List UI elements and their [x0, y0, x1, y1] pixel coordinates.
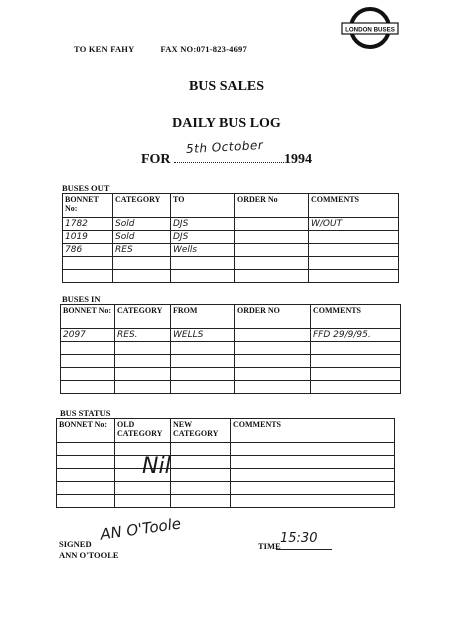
table-row: [57, 482, 395, 495]
cell: [115, 342, 171, 355]
cell: [171, 355, 235, 368]
cell: 2097: [61, 329, 115, 342]
nil-handwritten-note: Nil: [142, 454, 171, 479]
cell: [235, 368, 311, 381]
page-title: BUS SALES: [188, 79, 265, 94]
cell: [115, 355, 171, 368]
date-dotted-field: [174, 137, 284, 163]
cell: [171, 342, 235, 355]
handwritten-time: 15:30: [280, 531, 318, 546]
cell: [171, 469, 231, 482]
cell: W/OUT: [309, 218, 399, 231]
col-comments: COMMENTS: [231, 419, 395, 443]
cell: [309, 231, 399, 244]
cell: [235, 218, 309, 231]
table-row: [57, 469, 395, 482]
cell: [231, 482, 395, 495]
col-from: FROM: [171, 305, 235, 329]
cell: [61, 381, 115, 394]
cell: [171, 495, 231, 508]
col-old-category: OLD CATEGORY: [115, 419, 171, 443]
cell: [61, 342, 115, 355]
cell: [309, 270, 399, 283]
cell: 1782: [63, 218, 113, 231]
cell: FFD 29/9/95.: [311, 329, 401, 342]
london-buses-logo: [340, 4, 400, 52]
cell: [115, 368, 171, 381]
cell: [115, 482, 171, 495]
bus-status-label: BUS STATUS: [60, 408, 111, 418]
cell: [235, 270, 309, 283]
col-category: CATEGORY: [113, 194, 171, 218]
col-comments: COMMENTS: [311, 305, 401, 329]
table-row: [61, 342, 401, 355]
col-order: ORDER NO: [235, 305, 311, 329]
cell: [63, 257, 113, 270]
buses-out-table: [62, 193, 399, 283]
year: 1994: [284, 152, 313, 167]
time-label: TIME: [258, 541, 281, 551]
table-row: [57, 495, 395, 508]
cell: [311, 368, 401, 381]
table-header-row: [57, 419, 395, 443]
table-header-row: [61, 305, 401, 329]
cell: [171, 257, 235, 270]
cell: [113, 270, 171, 283]
cell: RES.: [115, 329, 171, 342]
table-row: [61, 329, 401, 342]
cell: [235, 381, 311, 394]
cell: [57, 495, 115, 508]
col-to: TO: [171, 194, 235, 218]
cell: [235, 257, 309, 270]
col-bonnet: BONNET No:: [57, 419, 115, 443]
cell: [231, 456, 395, 469]
cell: [63, 270, 113, 283]
cell: [115, 381, 171, 394]
cell: [171, 368, 235, 381]
table-row: [63, 257, 399, 270]
logo-text: LONDON BUSES: [345, 26, 395, 34]
cell: [235, 329, 311, 342]
fax-header: [74, 44, 247, 54]
table-row: [57, 443, 395, 456]
cell: [231, 443, 395, 456]
col-bonnet: BONNET No:: [63, 194, 113, 218]
table-row: [61, 381, 401, 394]
cell: [61, 368, 115, 381]
cell: [57, 469, 115, 482]
signed-label: SIGNED: [59, 539, 92, 549]
cell: [61, 355, 115, 368]
table-row: [63, 270, 399, 283]
signer-name: ANN O'TOOLE: [59, 550, 119, 560]
cell: [171, 270, 235, 283]
time-underline: [276, 549, 332, 550]
cell: 786: [63, 244, 113, 257]
handwritten-date: 5th October: [185, 137, 264, 157]
cell: [311, 342, 401, 355]
cell: [309, 257, 399, 270]
cell: [57, 456, 115, 469]
for-date-line: [0, 137, 453, 168]
cell: RES: [113, 244, 171, 257]
cell: [231, 469, 395, 482]
table-header-row: [63, 194, 399, 218]
table-row: [61, 368, 401, 381]
cell: Wells: [171, 244, 235, 257]
cell: [115, 495, 171, 508]
cell: DJS: [171, 231, 235, 244]
cell: Sold: [113, 231, 171, 244]
handwritten-signature: AN O'Toole: [99, 514, 183, 544]
col-new-category: NEW CATEGORY: [171, 419, 231, 443]
cell: WELLS: [171, 329, 235, 342]
col-comments: COMMENTS: [309, 194, 399, 218]
col-bonnet: BONNET No:: [61, 305, 115, 329]
table-row: [57, 456, 395, 469]
cell: [235, 355, 311, 368]
cell: [171, 381, 235, 394]
cell: [57, 482, 115, 495]
table-row: [63, 218, 399, 231]
cell: [171, 456, 231, 469]
bus-status-table: [56, 418, 395, 508]
cell: [171, 443, 231, 456]
table-row: [61, 355, 401, 368]
table-row: [63, 231, 399, 244]
col-order: ORDER No: [235, 194, 309, 218]
buses-in-label: BUSES IN: [62, 294, 101, 304]
cell: 1019: [63, 231, 113, 244]
cell: [171, 482, 231, 495]
col-category: CATEGORY: [115, 305, 171, 329]
cell: [235, 342, 311, 355]
page-subtitle: DAILY BUS LOG: [172, 116, 281, 131]
cell: [309, 244, 399, 257]
cell: [57, 443, 115, 456]
cell: [235, 244, 309, 257]
cell: [311, 355, 401, 368]
fax-number: FAX NO:071-823-4697: [160, 44, 247, 54]
cell: [311, 381, 401, 394]
cell: DJS: [171, 218, 235, 231]
for-label: FOR: [140, 152, 171, 167]
to-recipient: TO KEN FAHY: [74, 44, 135, 54]
cell: [231, 495, 395, 508]
cell: Sold: [113, 218, 171, 231]
cell: [113, 257, 171, 270]
cell: [235, 231, 309, 244]
table-row: [63, 244, 399, 257]
buses-in-table: [60, 304, 401, 394]
buses-out-label: BUSES OUT: [62, 183, 110, 193]
